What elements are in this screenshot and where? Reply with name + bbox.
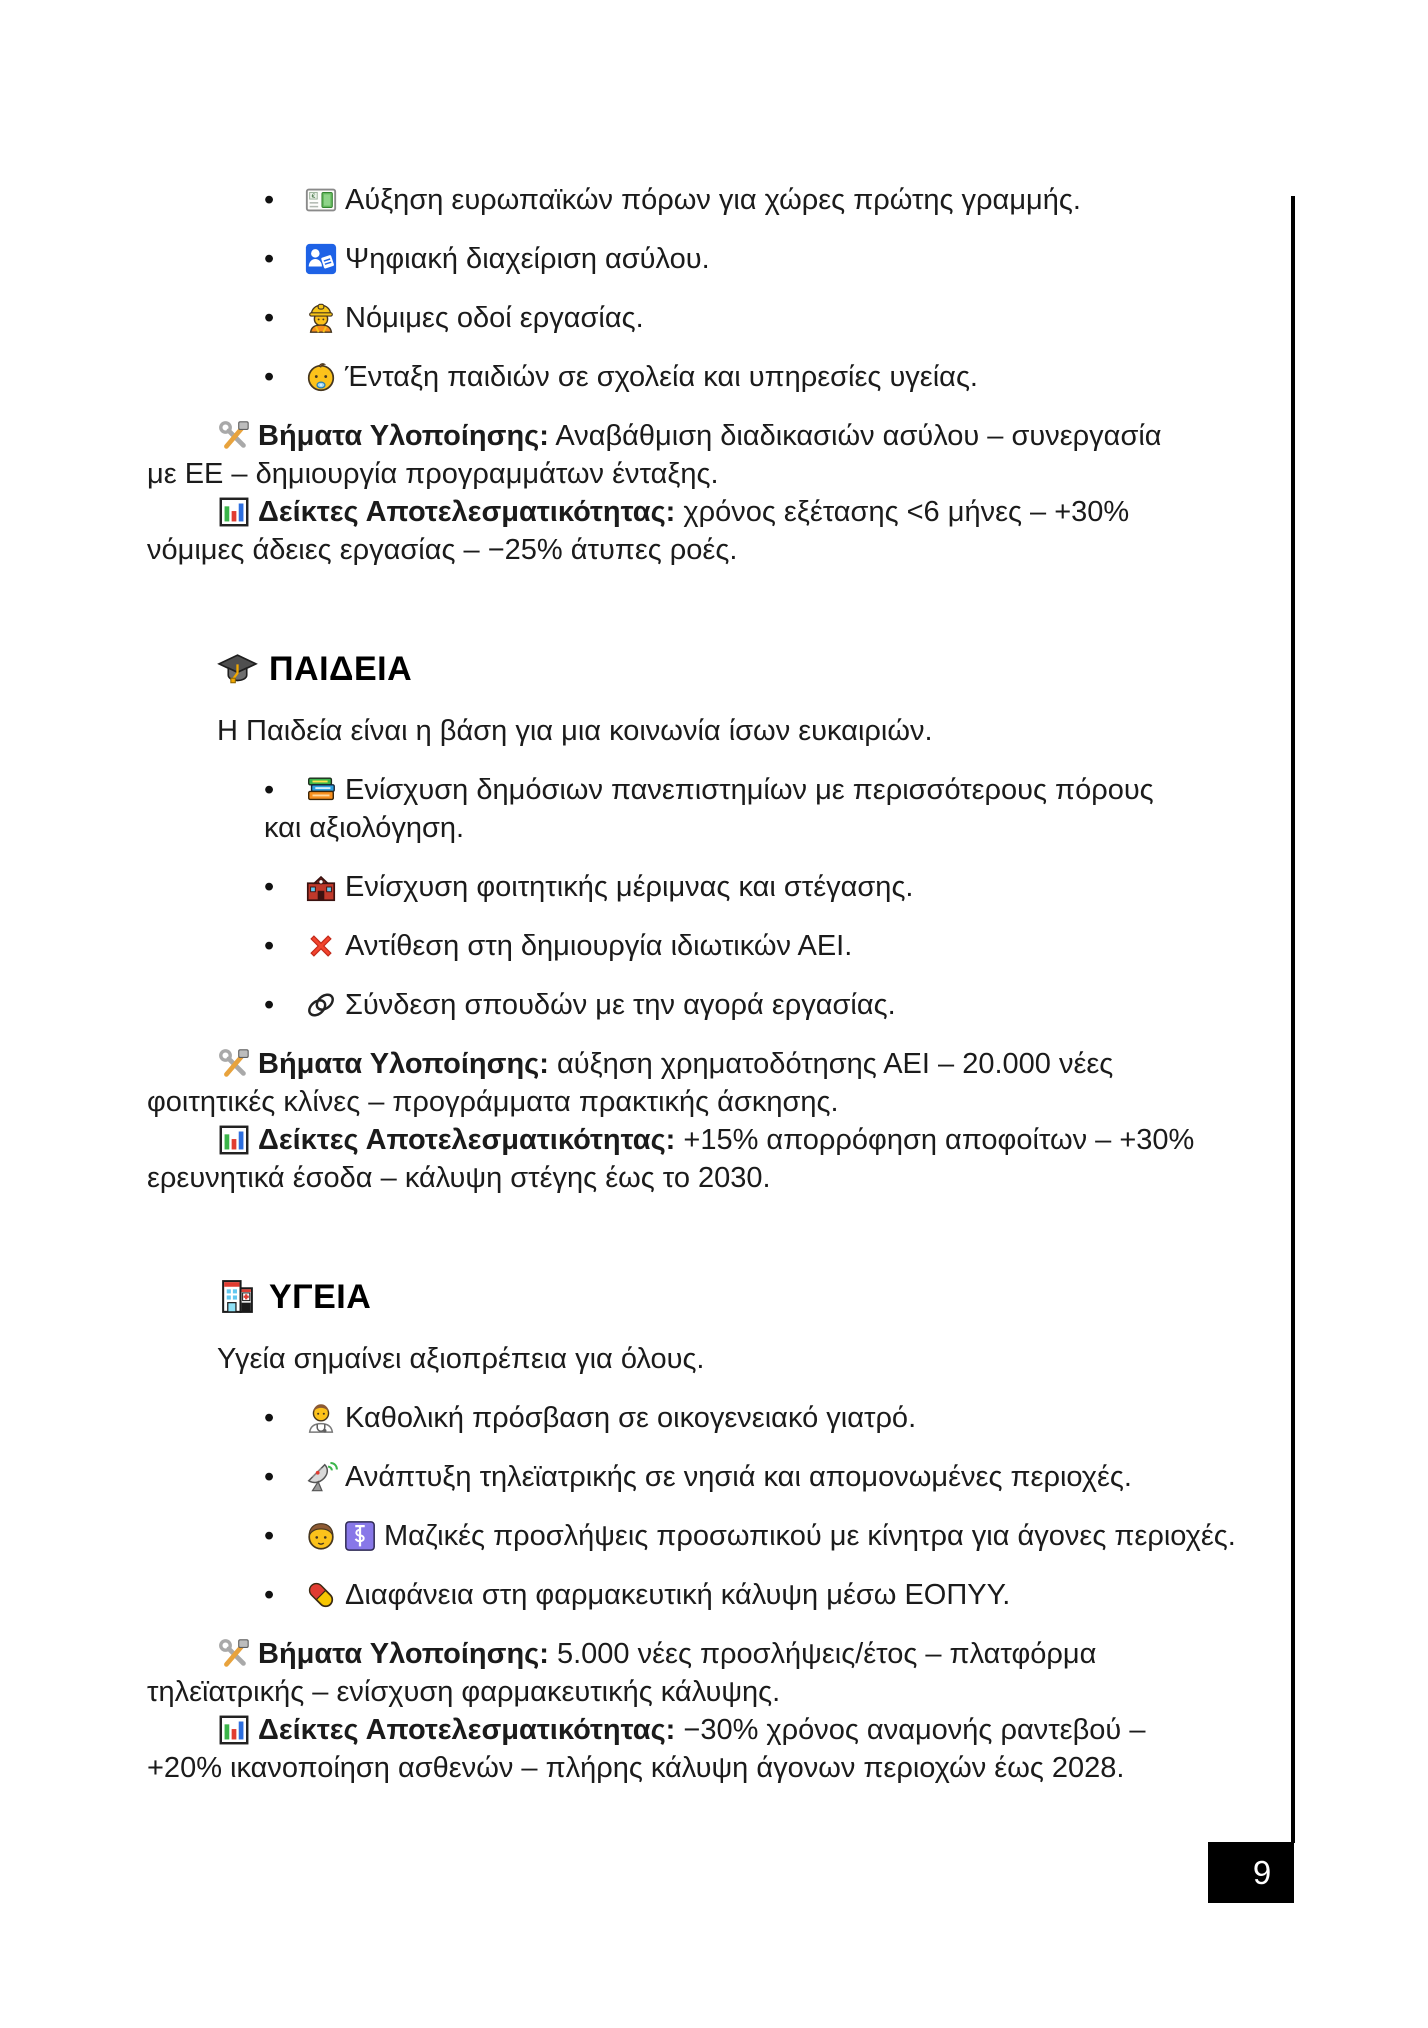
list-item-text: Καθολική πρόσβαση σε οικογενειακό γιατρό. (345, 1402, 917, 1434)
bar-chart-icon (217, 1123, 251, 1157)
construction-worker-icon (304, 301, 338, 335)
metrics-paragraph (147, 493, 1195, 569)
metrics-text: χρόνος εξέτασης <6 μήνες – +30% νόμιμες άδειες εργασίας – −25% άτυπες ροές. (147, 496, 1130, 566)
bullet-marker: • (264, 361, 275, 393)
link-icon (304, 988, 338, 1022)
hammer-wrench-icon (217, 419, 251, 453)
graduation-cap-icon (217, 648, 258, 689)
list-item (264, 927, 1195, 965)
metrics-text: −30% χρόνος αναμονής ραντεβού – +20% ικανοποίηση ασθενών – πλήρης κάλυψη άγονων περιοχών έως 2028. (147, 1714, 1146, 1784)
bullet-marker: • (264, 930, 275, 962)
section-heading-education (147, 646, 1195, 692)
page-number-box (1208, 1842, 1294, 1903)
metrics-paragraph (147, 1711, 1195, 1787)
cross-mark-icon (304, 929, 338, 963)
metrics-label: Δείκτες Αποτελεσματικότητας: (258, 1124, 676, 1156)
education-list (264, 771, 1195, 1024)
list-item (264, 986, 1195, 1024)
hammer-wrench-icon (217, 1047, 251, 1081)
metrics-label: Δείκτες Αποτελεσματικότητας: (258, 496, 676, 528)
list-item-text: Ενίσχυση δημόσιων πανεπιστημίων με περισσότερους πόρους και αξιολόγηση. (264, 774, 1154, 844)
list-item-text: Σύνδεση σπουδών με την αγορά εργασίας. (345, 989, 896, 1021)
bullet-marker: • (264, 1461, 275, 1493)
person-icon (304, 1519, 338, 1553)
page-number: 9 (1252, 1854, 1272, 1891)
list-item (264, 868, 1195, 906)
list-item-text: Αύξηση ευρωπαϊκών πόρων για χώρες πρώτης γραμμής. (345, 184, 1081, 216)
bullet-marker: • (264, 1520, 275, 1552)
hospital-icon (217, 1276, 258, 1317)
satellite-antenna-icon (304, 1460, 338, 1494)
list-item-text: Διαφάνεια στη φαρμακευτική κάλυψη μέσω ΕΟΠΥΥ. (345, 1579, 1011, 1611)
steps-text: αύξηση χρηματοδότησης ΑΕΙ – 20.000 νέες φοιτητικές κλίνες – προγράμματα πρακτικής άσκησης. (147, 1048, 1114, 1118)
section-intro: Υγεία σημαίνει αξιοπρέπεια για όλους. (217, 1343, 705, 1375)
health-list (264, 1399, 1236, 1614)
medical-symbol-icon (343, 1519, 377, 1553)
bullet-marker: • (264, 871, 275, 903)
page-content (147, 181, 1236, 1808)
metrics-label: Δείκτες Αποτελεσματικότητας: (258, 1714, 676, 1746)
steps-label: Βήματα Υλοποίησης: (258, 1638, 549, 1670)
list-item-text: Ψηφιακή διαχείριση ασύλου. (345, 243, 710, 275)
bullet-marker: • (264, 989, 275, 1021)
steps-paragraph (147, 1045, 1195, 1121)
list-item-text: Ανάπτυξη τηλεϊατρικής σε νησιά και απομονωμένες περιοχές. (345, 1461, 1132, 1493)
list-item (264, 1517, 1236, 1555)
health-worker-icon (304, 1401, 338, 1435)
passport-control-icon (304, 242, 338, 276)
list-item (264, 1458, 1195, 1496)
steps-text: Αναβάθμιση διαδικασιών ασύλου – συνεργασία με ΕΕ – δημιουργία προγραμμάτων ένταξης. (147, 420, 1162, 490)
books-icon (304, 773, 338, 807)
section-title: ΠΑΙΔΕΙΑ (269, 650, 413, 688)
list-item (264, 1576, 1195, 1614)
hammer-wrench-icon (217, 1637, 251, 1671)
steps-label: Βήματα Υλοποίησης: (258, 420, 549, 452)
section-heading-health (147, 1274, 1195, 1320)
right-margin-rule (1291, 196, 1295, 1843)
steps-text: 5.000 νέες προσλήψεις/έτος – πλατφόρμα τηλεϊατρικής – ενίσχυση φαρμακευτικής κάλυψης. (147, 1638, 1097, 1708)
list-item (264, 1399, 1195, 1437)
list-item (264, 181, 1195, 219)
steps-paragraph (147, 417, 1195, 493)
metrics-paragraph (147, 1121, 1195, 1197)
steps-label: Βήματα Υλοποίησης: (258, 1048, 549, 1080)
bullet-marker: • (264, 1579, 275, 1611)
bullet-marker: • (264, 774, 275, 806)
list-item-text: Νόμιμες οδοί εργασίας. (345, 302, 644, 334)
list-item (264, 358, 1195, 396)
bullet-marker: • (264, 1402, 275, 1434)
metrics-text: +15% απορρόφηση αποφοίτων – +30% ερευνητικά έσοδα – κάλυψη στέγης έως το 2030. (147, 1124, 1195, 1194)
bullet-marker: • (264, 302, 275, 334)
list-item-text: Ένταξη παιδιών σε σχολεία και υπηρεσίες υγείας. (345, 361, 978, 393)
list-item-text: Αντίθεση στη δημιουργία ιδιωτικών ΑΕΙ. (345, 930, 853, 962)
section-intro: Η Παιδεία είναι η βάση για μια κοινωνία ίσων ευκαιριών. (217, 715, 933, 747)
section-title: ΥΓΕΙΑ (269, 1278, 372, 1316)
list-item-text: Μαζικές προσλήψεις προσωπικού με κίνητρα για άγονες περιοχές. (384, 1520, 1236, 1552)
list-item (264, 299, 1195, 337)
steps-paragraph (147, 1635, 1195, 1711)
bullet-marker: • (264, 184, 275, 216)
list-item (264, 771, 1195, 847)
leading-list (264, 181, 1195, 396)
pill-icon (304, 1578, 338, 1612)
list-item (264, 240, 1195, 278)
bar-chart-icon (217, 1713, 251, 1747)
baby-icon (304, 360, 338, 394)
bullet-marker: • (264, 243, 275, 275)
bar-chart-icon (217, 495, 251, 529)
list-item-text: Ενίσχυση φοιτητικής μέριμνας και στέγασης. (345, 871, 914, 903)
euro-banknote-icon (304, 183, 338, 217)
school-icon (304, 870, 338, 904)
